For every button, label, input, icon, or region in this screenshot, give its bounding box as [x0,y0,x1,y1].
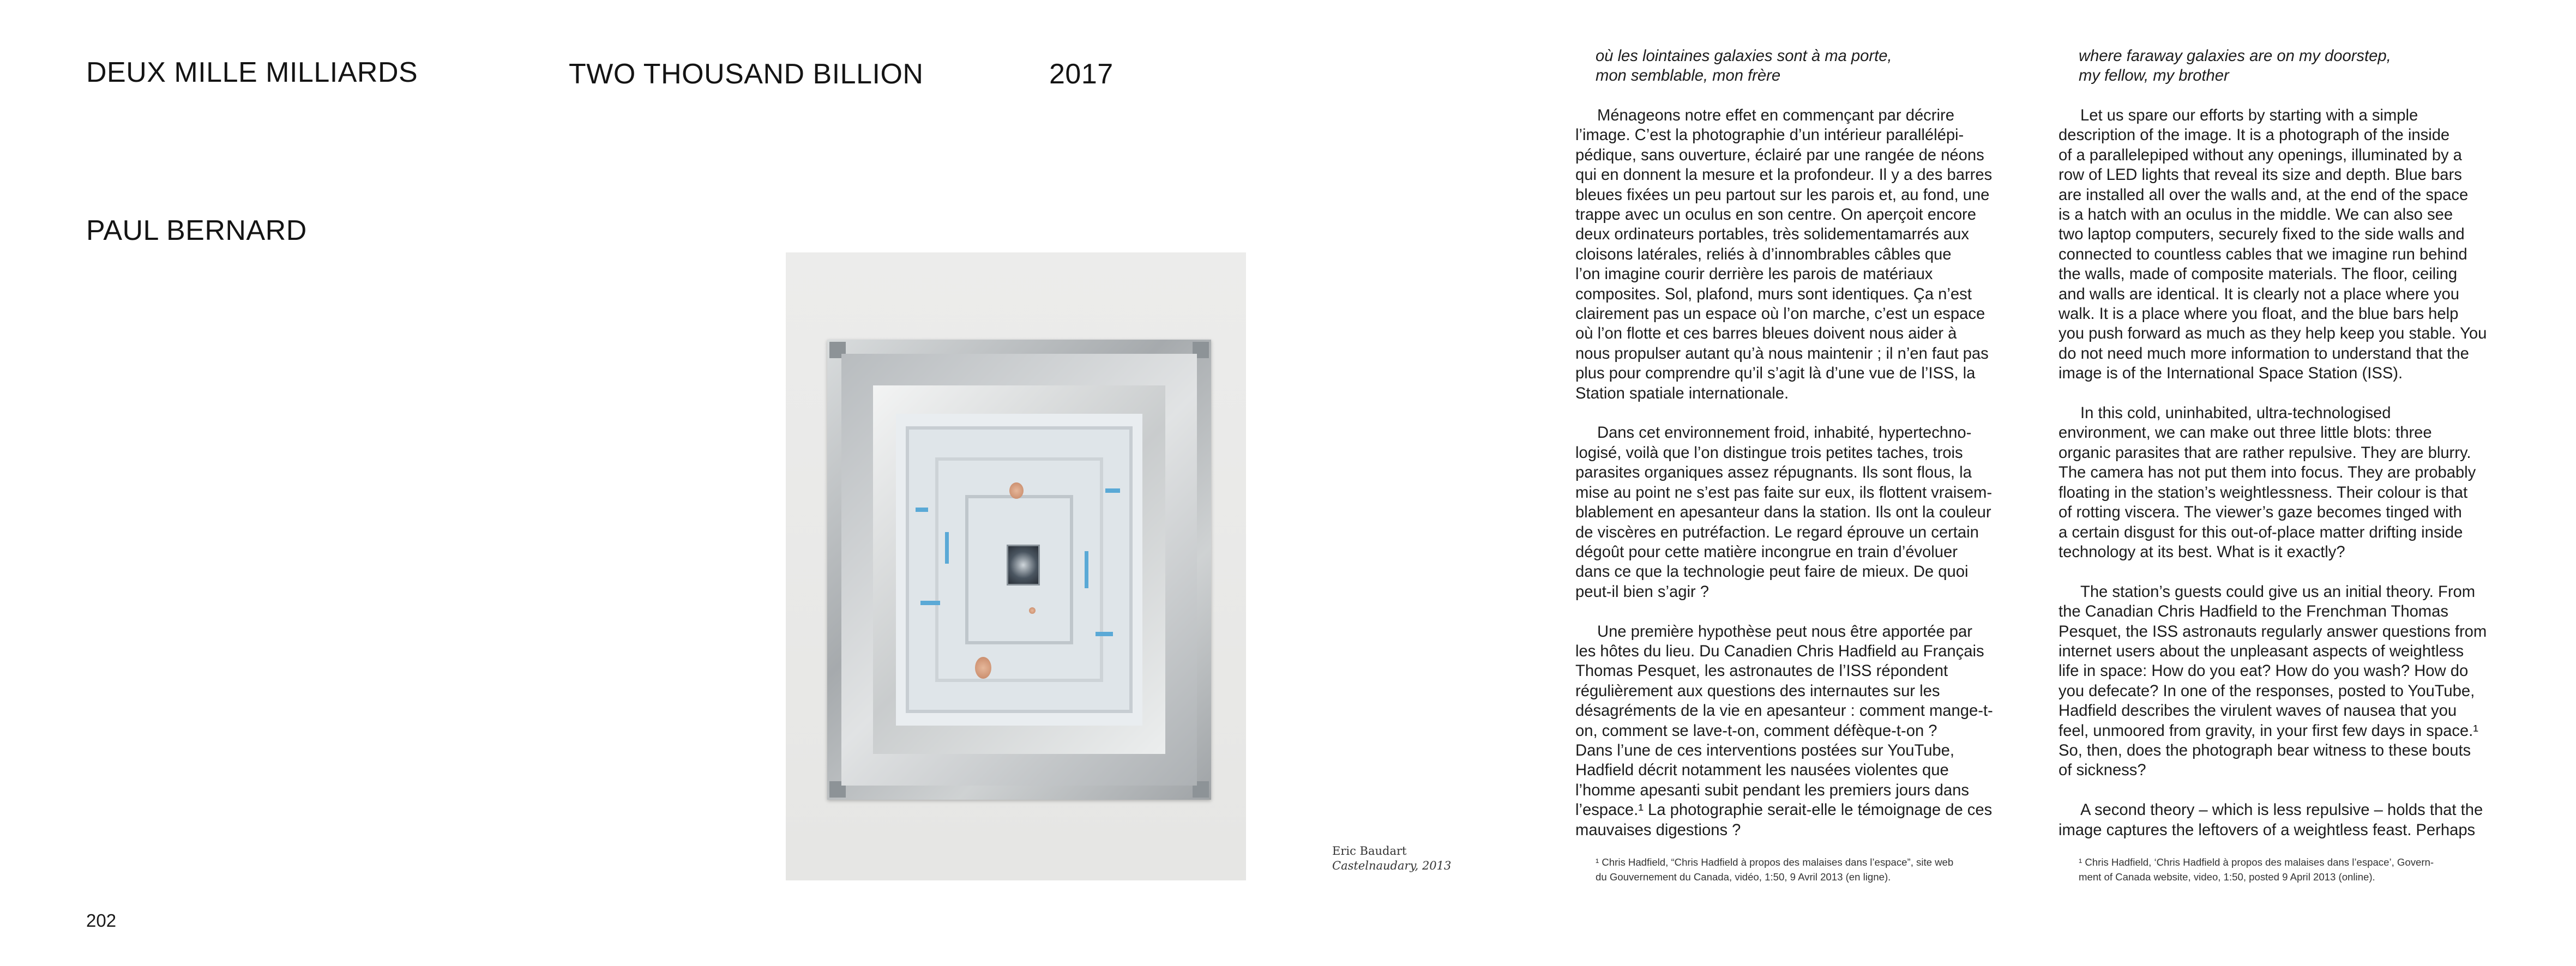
text-column-french [1575,106,2012,860]
epigraph-english [2079,46,2515,86]
year: 2017 [1049,58,1114,90]
paragraph: Let us spare our efforts by starting with a simple description of the image. It is a photograph of the inside of a parallelepiped without any openings, illuminated by a row of LED lights that reveal its size and depth. Blue bars are installed all over the walls and, at the end of the space is a hatch with an oculus in the middle. We can also see two laptop computers, securely fixed to the side walls and connected to countless cables that we imagine run behind the walls, made of composite materials. The floor, ceiling and walls are identical. It is clearly not a place where you walk. It is a place where you float, and the blue bars help you push forward as much as they help keep you stable. You do not need much more information to understand that the image is of the International Space Station (ISS). [2059,107,2487,383]
paragraph: Dans cet environnement froid, inhabité, hypertechno- logisé, voilà que l’on distingue trois petites taches, trois parasites organiques assez répugnants. Ils sont flous, la mise au point ne s’est pas faite sur eux, ils flottent vraisem- blablement en apesanteur dans la station. Ils ont la couleur de viscères en putréfaction. Le regard éprouve un certain dégoût pour cette matière incongrue en train d’évoluer dans ce que la technologie peut faire de mieux. De quoi peut-il bien s’agir ? [1575,424,1993,601]
paragraph: The station’s guests could give us an initial theory. From the Canadian Chris Hadfield to the Frenchman Thomas Pesquet, the ISS astronauts regularly answer questions from internet users about the unpleasant aspects of weightless life in space: How do you eat? How do you wash? How do you defecate? In one of the responses, posted to YouTube, Hadfield describes the virulent waves of nausea that you feel, unmoored from gravity, in your first few days in space.¹ So, then, does the photograph bear witness to these bouts of sickness? [2059,583,2487,780]
space-station-interior [896,414,1142,726]
epigraph-line: mon semblable, mon frère [1596,67,1781,85]
paragraph: In this cold, uninhabited, ultra-technologised environment, we can make out three little blots: three organic parasites that are rather repulsive. They are blurry. The camera has not put them into focus. They are probably floating in the station’s weightlessness. Their colour is that of rotting viscera. The viewer’s gaze becomes tinged with a certain disgust for this out-of-place matter drifting inside technology at its best. What is it exactly? [2059,404,2476,561]
title-french: DEUX MILLE MILLIARDS [86,57,418,88]
paragraph: Ménageons notre effet en commençant par décrire l’image. C’est la photographie d’un intérieur parallélépi- pédique, sans ouverture, éclairé par une rangée de néons qui en donnent la mesure et la profondeur. Il y a des barres bleues fixées un peu partout sur les parois et, au fond, une trappe avec un oculus en son centre. On aperçoit encore deux ordinateurs portables, très solidementamarrés aux cloisons latérales, reliés à d’innombrables câbles que l’on imagine courir derrière les parois de matériaux composites. Sol, plafond, murs sont identiques. Ça n’est clairement pas un espace où l’on marche, c’est un espace où l’on flotte et ces barres bleues doivent nous aider à nous propulser autant qu’à nous maintenir ; il n’en faut pas plus pour comprendre qu’il s’agit là d’une vue de l’ISS, la Station spatiale internationale. [1575,107,1993,402]
author-name: PAUL BERNARD [86,215,307,246]
page-number: 202 [86,910,117,931]
footnote-english: ¹ Chris Hadfield, ‘Chris Hadfield à propos des malaises dans l’espace’, Govern- ment of Canada website, video, 1:50, posted 9 April 2013 (online). [2079,856,2434,883]
photo-caption [1332,844,1451,873]
text-column-english [2059,106,2495,860]
epigraph-line: où les lointaines galaxies sont à ma porte, [1596,47,1892,65]
artwork-photo [786,252,1246,880]
title-english: TWO THOUSAND BILLION [569,58,924,90]
epigraph-french [1596,46,2032,86]
paragraph: Une première hypothèse peut nous être apportée par les hôtes du lieu. Du Canadien Chris Hadfield au Français Thomas Pesquet, les astronautes de l’ISS répondent régulièrement aux questions des internautes sur les désagréments de la vie en apesanteur : comment mange-t- on, comment se lave-t-on, comment défèque-t-on ? Dans l’une de ces interventions postées sur YouTube, Hadfield décrit notamment les nausées violentes que l’homme apesanti subit pendant les premiers jours dans l’espace.¹ La photographie serait-elle le témoignage de ces mauvaises digestions ? [1575,623,1993,839]
paragraph: A second theory – which is less repulsive – holds that the image captures the leftovers of a weightless feast. Perhaps [2059,801,2483,839]
caption-artist: Eric Baudart [1332,844,1407,858]
footnote-french: ¹ Chris Hadfield, “Chris Hadfield à propos des malaises dans l’espace”, site web du Gouvernement du Canada, vidéo, 1:50, 9 Avril 2013 (en ligne). [1596,856,1954,883]
epigraph-line: my fellow, my brother [2079,67,2229,85]
aluminium-frame [827,340,1211,800]
epigraph-line: where faraway galaxies are on my doorstep, [2079,47,2391,65]
caption-title: Castelnaudary, 2013 [1332,859,1452,872]
